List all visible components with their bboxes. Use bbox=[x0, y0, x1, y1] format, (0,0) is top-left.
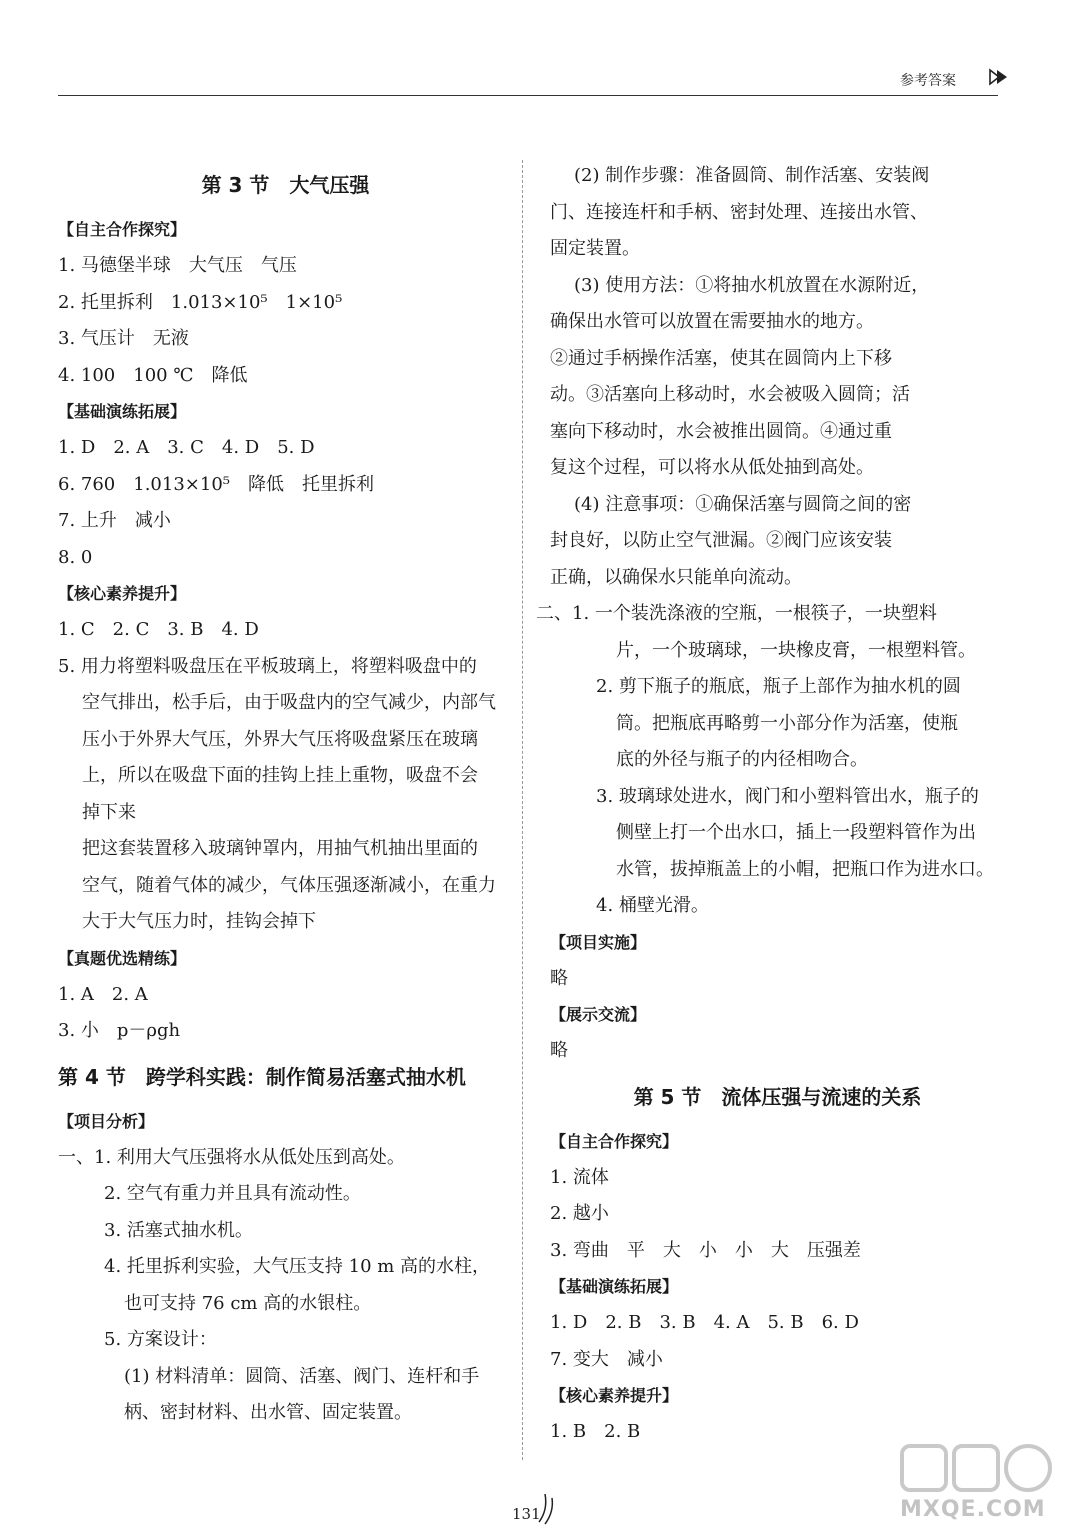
answer-line: 正确，以确保水只能单向流动。 bbox=[550, 566, 802, 588]
answer-line: 略 bbox=[550, 967, 568, 989]
heading-xiangmu-shishi: 【项目实施】 bbox=[550, 932, 647, 952]
heading-hexin: 【核心素养提升】 bbox=[550, 1386, 679, 1405]
answer-line: 侧壁上打一个出水口，插上一段塑料管作为出 bbox=[616, 822, 976, 843]
section-4-title: 第 4 节 跨学科实践：制作简易活塞式抽水机 bbox=[58, 1064, 466, 1089]
answer-line: 也可支持 76 cm 高的水银柱。 bbox=[124, 1292, 372, 1314]
answer-line: 2. 托里拆利 1.013×10⁵ 1×10⁵ bbox=[58, 291, 343, 313]
answer-line: (2) 制作步骤：准备圆筒、制作活塞、安装阀 bbox=[574, 165, 930, 186]
answer-line: 1. B 2. B bbox=[550, 1421, 641, 1442]
answer-line: 把这套装置移入玻璃钟罩内，用抽气机抽出里面的 bbox=[82, 838, 478, 859]
answer-line: 4. 桶壁光滑。 bbox=[596, 895, 709, 916]
answer-line: 空气排出，松手后，由于吸盘内的空气减少，内部气 bbox=[82, 692, 496, 713]
answer-line: 3. 玻璃球处进水，阀门和小塑料管出水，瓶子的 bbox=[596, 785, 979, 807]
answer-line: 7. 变大 减小 bbox=[550, 1348, 663, 1370]
double-triangle-arrow-icon bbox=[988, 66, 1010, 88]
answer-line: (3) 使用方法：①将抽水机放置在水源附近， bbox=[574, 274, 930, 296]
answer-line: 封良好，以防止空气泄漏。②阀门应该安装 bbox=[550, 530, 892, 551]
header-rule bbox=[58, 95, 998, 96]
answer-line: 筒。把瓶底再略剪一小部分作为活塞，使瓶 bbox=[616, 712, 958, 734]
page-number: 131 bbox=[512, 1505, 541, 1523]
answer-line: 2. 空气有重力并且具有流动性。 bbox=[104, 1183, 361, 1204]
answer-line: 大于大气压力时，挂钩会掉下 bbox=[82, 911, 316, 932]
answer-line: 二、1. 一个装洗涤液的空瓶，一根筷子，一块塑料 bbox=[536, 603, 937, 624]
answer-line: 5. 方案设计： bbox=[104, 1329, 217, 1350]
heading-jichu: 【基础演练拓展】 bbox=[58, 402, 187, 421]
heading-zizhu: 【自主合作探究】 bbox=[550, 1131, 679, 1151]
answer-line: 塞向下移动时，水会被推出圆筒。④通过重 bbox=[550, 420, 892, 442]
section-3-title: 第 3 节 大气压强 bbox=[201, 173, 370, 197]
answer-line: 柄、密封材料、出水管、固定装置。 bbox=[124, 1402, 412, 1423]
answer-line: 片，一个玻璃球，一块橡皮膏，一根塑料管。 bbox=[616, 639, 976, 661]
answer-line: 确保出水管可以放置在需要抽水的地方。 bbox=[550, 311, 874, 332]
heading-xiangmu-fenxi: 【项目分析】 bbox=[58, 1111, 155, 1131]
answer-line: 一、1. 利用大气压强将水从低处压到高处。 bbox=[58, 1146, 405, 1168]
left-column bbox=[58, 158, 513, 1432]
answer-line: 略 bbox=[550, 1040, 568, 1061]
section-5-title: 第 5 节 流体压强与流速的关系 bbox=[633, 1084, 922, 1109]
heading-hexin: 【核心素养提升】 bbox=[58, 584, 187, 603]
answer-line: 压小于外界大气压，外界大气压将吸盘紧压在玻璃 bbox=[82, 728, 478, 750]
answer-line: 3. 小 p－ρgh bbox=[58, 1020, 181, 1041]
answer-line: 2. 剪下瓶子的瓶底，瓶子上部作为抽水机的圆 bbox=[596, 676, 961, 697]
answer-line: 1. D 2. B 3. B 4. A 5. B 6. D bbox=[550, 1312, 859, 1333]
answer-line: 空气，随着气体的减少，气体压强逐渐减小，在重力 bbox=[82, 874, 496, 896]
watermark-logo-icon bbox=[900, 1440, 1060, 1496]
watermark-text: MXQE.COM bbox=[900, 1497, 1046, 1522]
header-label: 参考答案 bbox=[900, 73, 956, 89]
answer-line: 2. 越小 bbox=[550, 1203, 609, 1224]
answer-line: 7. 上升 减小 bbox=[58, 510, 171, 531]
answer-line: 4. 托里拆利实验，大气压支持 10 m 高的水柱， bbox=[104, 1256, 491, 1277]
answer-line: 1. D 2. A 3. C 4. D 5. D bbox=[58, 437, 315, 458]
answer-line: 5. 用力将塑料吸盘压在平板玻璃上，将塑料吸盘中的 bbox=[58, 655, 477, 677]
answer-line: 1. 流体 bbox=[550, 1166, 609, 1188]
heading-jichu: 【基础演练拓展】 bbox=[550, 1277, 679, 1296]
heading-zhenti: 【真题优选精练】 bbox=[58, 948, 187, 968]
right-column bbox=[536, 158, 1005, 1451]
answer-line: (1) 材料清单：圆筒、活塞、阀门、连杆和手 bbox=[124, 1365, 480, 1387]
answer-line: 复这个过程，可以将水从低处抽到高处。 bbox=[550, 457, 874, 478]
answer-line: 3. 气压计 无液 bbox=[58, 328, 189, 349]
answer-line: 3. 活塞式抽水机。 bbox=[104, 1219, 253, 1241]
answer-line: (4) 注意事项：①确保活塞与圆筒之间的密 bbox=[574, 493, 912, 515]
answer-line: 3. 弯曲 平 大 小 小 大 压强差 bbox=[550, 1239, 861, 1261]
answer-line: 动。③活塞向上移动时，水会被吸入圆筒；活 bbox=[550, 384, 910, 405]
answer-line: 1. C 2. C 3. B 4. D bbox=[58, 619, 259, 640]
answer-line: 上，所以在吸盘下面的挂钩上挂上重物，吸盘不会 bbox=[82, 765, 478, 786]
page-swoosh-icon bbox=[536, 1492, 558, 1526]
answer-line: 1. 马德堡半球 大气压 气压 bbox=[58, 255, 297, 276]
heading-zhanshi-jiaoliu: 【展示交流】 bbox=[550, 1005, 647, 1024]
answer-line: 1. A 2. A bbox=[58, 983, 148, 1005]
answer-line: 底的外径与瓶子的内径相吻合。 bbox=[616, 749, 868, 770]
answer-line: 水管，拔掉瓶盖上的小帽，把瓶口作为进水口。 bbox=[616, 858, 994, 880]
answer-line: 固定装置。 bbox=[550, 238, 640, 259]
answer-line: 8. 0 bbox=[58, 546, 93, 568]
column-divider bbox=[522, 160, 523, 1460]
heading-zizhu: 【自主合作探究】 bbox=[58, 220, 187, 239]
answer-line: 掉下来 bbox=[82, 801, 136, 823]
answer-line: ②通过手柄操作活塞，使其在圆筒内上下移 bbox=[550, 347, 892, 369]
answer-line: 6. 760 1.013×10⁵ 降低 托里拆利 bbox=[58, 473, 374, 495]
answer-line: 4. 100 100 ℃ 降低 bbox=[58, 364, 248, 386]
answer-line: 门、连接连杆和手柄、密封处理、连接出水管、 bbox=[550, 201, 928, 223]
